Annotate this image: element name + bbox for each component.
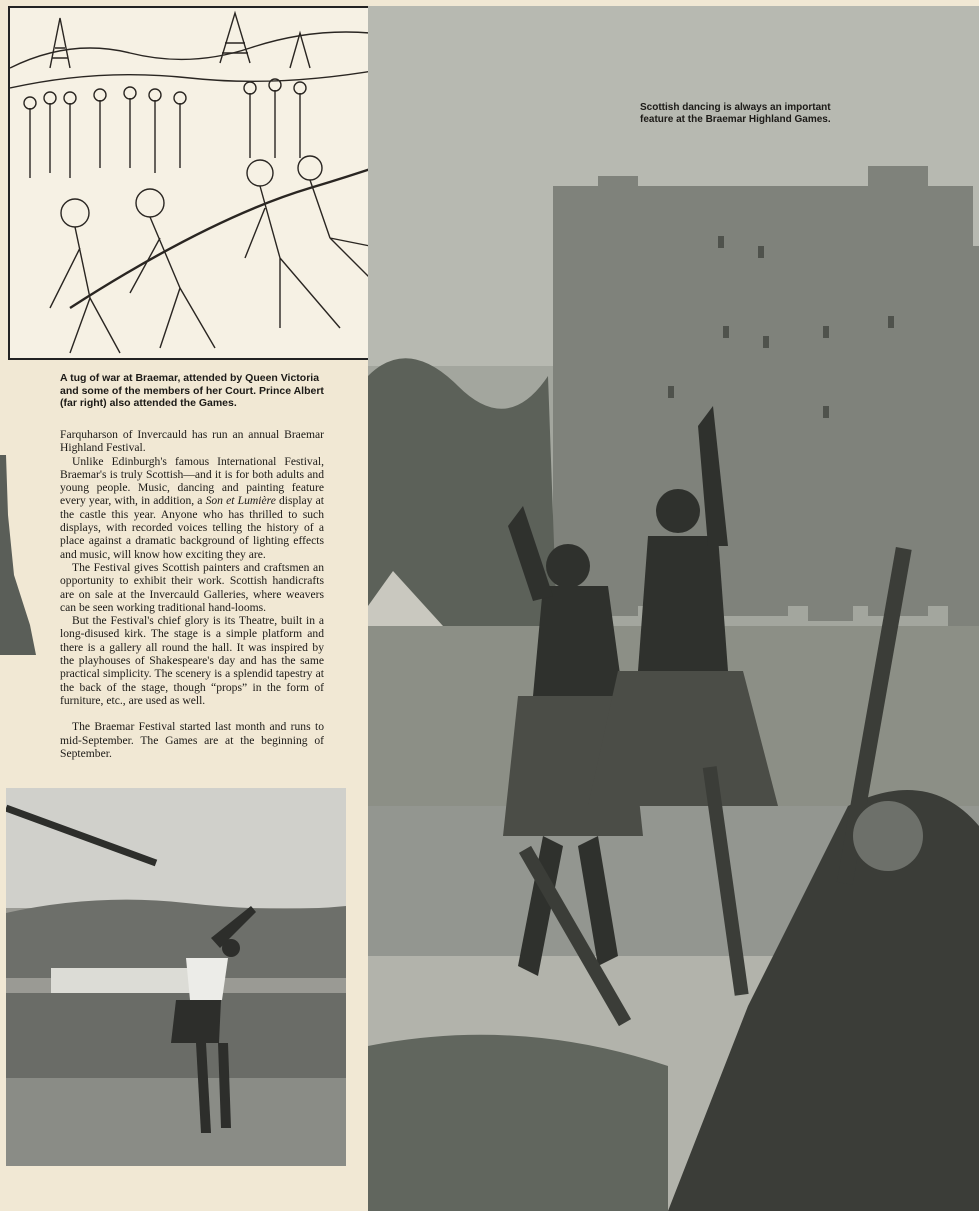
article-paragraph: But the Festival's chief glory is its Theatre, built in a long-disused kirk. The stage is a simple platform and there is a gallery all round the hall. It was inspired by the playhouses of Shakespeare's day and has the same practical simplicity. The scenery is a splendid tapestry at the back of the stage, though “props” in the form of furniture, etc., are used as well. [60,614,324,707]
article-paragraph: The Braemar Festival started last month and runs to mid-September. The Games are at the beginning of September. [60,720,324,760]
article-paragraph: Farquharson of Invercauld has run an annual Braemar Highland Festival. [60,428,324,455]
tug-of-war-caption: A tug of war at Braemar, attended by Queen Victoria and some of the members of her Court. Prince Albert (far right) also attended the Games. [60,372,324,409]
article-paragraph [60,455,324,561]
article-italic-title: Son et Lumière [205,494,276,508]
highland-dancing-painting [368,6,979,1211]
castle-dancers-artwork [368,6,979,1211]
page-edge-illustration [0,455,40,655]
dancing-caption: Scottish dancing is always an important feature at the Braemar Highland Games. [640,102,831,125]
hammer-throw-image [6,788,346,1166]
article-body [60,428,324,760]
hammer-throw-photo [6,788,346,1166]
article-paragraph: The Festival gives Scottish painters and craftsmen an opportunity to exhibit their work. Scottish handicrafts are on sale at the Invercauld Galleries, where weavers can be seen working traditional hand-looms. [60,560,324,614]
article-text: Unlike Edinburgh's famous International Festival, Braemar's is truly Scottish—and it is for both adults and young people. Music, dancing and painting feature every year, with, in addition, a [60,454,324,508]
article-text: display at the castle this year. Anyone who has thrilled to such displays, with recorded voices telling the history of a place against a dramatic background of lighting effects and music, will know how exciting they are. [60,494,324,561]
